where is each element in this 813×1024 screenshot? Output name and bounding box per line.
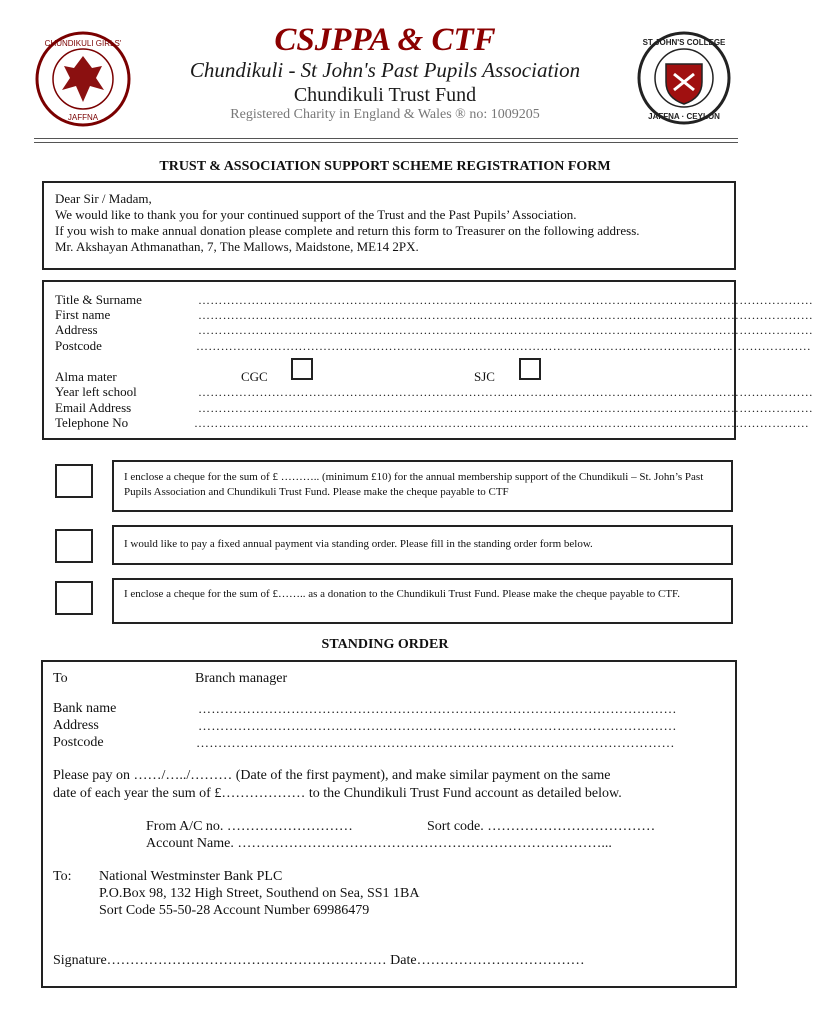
svg-text:CHUNDIKULI GIRLS': CHUNDIKULI GIRLS' [44, 39, 122, 48]
form-title: TRUST & ASSOCIATION SUPPORT SCHEME REGISTRATION FORM [159, 159, 611, 174]
first-name-label: First name [55, 307, 111, 322]
email-label: Email Address [55, 400, 132, 415]
header-divider-2 [34, 142, 738, 143]
payment-amount-line: date of each year the sum of £……………… to the Chundikuli Trust Fund account as detailed below. [53, 786, 622, 801]
svg-text:JAFFNA · CEYLON: JAFFNA · CEYLON [648, 112, 720, 121]
donation-cheque-text: I enclose a cheque for the sum of £…….. as a donation to the Chundikuli Trust Fund. Please make the cheque payable to CTF. [124, 588, 681, 600]
charity-registration: Registered Charity in England & Wales ® no: 1009205 [230, 107, 540, 122]
bank-postcode-label: Postcode [53, 735, 104, 750]
svg-text:ST JOHN'S COLLEGE: ST JOHN'S COLLEGE [642, 38, 726, 47]
sjc-label: SJC [474, 369, 495, 384]
header-divider [34, 138, 738, 139]
year-left-field[interactable]: …………………………………………………………………………………………………………………………………… [198, 385, 813, 399]
title-surname-field[interactable]: …………………………………………………………………………………………………………………………………… [198, 293, 813, 307]
payee-bank-address: P.O.Box 98, 132 High Street, Southend on Sea, SS1 1BA [99, 886, 420, 901]
svg-text:JAFFNA: JAFFNA [67, 113, 99, 122]
sjc-checkbox[interactable] [519, 358, 541, 380]
postcode-field[interactable]: …………………………………………………………………………………………………………………………………… [196, 339, 811, 353]
payee-account-details: Sort Code 55-50-28 Account Number 69986479 [99, 903, 370, 918]
bank-postcode-field[interactable]: ……………………………………………………………………………………………… [196, 735, 675, 750]
cgc-checkbox[interactable] [291, 358, 313, 380]
title-surname-label: Title & Surname [55, 292, 142, 307]
sort-code-field[interactable]: Sort code. ……………………………… [427, 819, 656, 834]
alma-mater-label: Alma mater [55, 369, 117, 384]
letter-greeting: Dear Sir / Madam, [55, 191, 152, 206]
payee-bank-name: National Westminster Bank PLC [99, 869, 283, 884]
bank-name-field[interactable]: ……………………………………………………………………………………………… [198, 701, 677, 716]
bank-address-label: Address [53, 718, 99, 733]
address-field[interactable]: …………………………………………………………………………………………………………………………………… [198, 323, 813, 337]
letter-thanks: We would like to thank you for your continued support of the Trust and the Past Pupils’ Association. [55, 207, 577, 222]
association-line: Chundikuli - St John's Past Pupils Association [189, 58, 581, 82]
telephone-field[interactable]: …………………………………………………………………………………………………………………………………… [194, 416, 809, 430]
payment-date-line: Please pay on ……/…../……… (Date of the first payment), and make similar payment on the same [53, 768, 611, 783]
address-label: Address [55, 322, 98, 337]
postcode-label: Postcode [55, 338, 102, 353]
from-account-field[interactable]: From A/C no. ……………………… [146, 819, 353, 834]
membership-cheque-checkbox[interactable] [55, 464, 93, 498]
organisation-title: CSJPPA & CTF [274, 22, 496, 58]
signature-date-line[interactable]: Signature…………………………………………………… Date……………………………… [53, 953, 585, 968]
telephone-label: Telephone No [55, 415, 129, 430]
membership-cheque-text: I enclose a cheque for the sum of £ ……….. (minimum £10) for the annual membership support of the Chundikuli – St. John’s Past Pupils Association and Chundikuli Trust Fund. Please make the cheque payable to CTF [124, 471, 704, 498]
bank-name-label: Bank name [53, 701, 117, 716]
year-left-label: Year left school [55, 384, 137, 399]
standing-order-checkbox[interactable] [55, 529, 93, 563]
donation-cheque-checkbox[interactable] [55, 581, 93, 615]
branch-manager: Branch manager [195, 671, 288, 686]
standing-order-option-text: I would like to pay a fixed annual payment via standing order. Please fill in the standing order form below. [124, 538, 593, 550]
to-label: To [53, 671, 68, 686]
bank-address-field[interactable]: ……………………………………………………………………………………………… [198, 718, 677, 733]
first-name-field[interactable]: …………………………………………………………………………………………………………………………………… [198, 308, 813, 322]
treasurer-address: Mr. Akshayan Athmanathan, 7, The Mallows, Maidstone, ME14 2PX. [55, 239, 419, 254]
standing-order-heading: STANDING ORDER [321, 637, 449, 652]
cgc-label: CGC [241, 369, 268, 384]
account-name-field[interactable]: Account Name. ……………………………………………………………………... [146, 836, 612, 851]
letter-instructions: If you wish to make annual donation please complete and return this form to Treasurer on the following address. [55, 223, 640, 238]
payee-to-label: To: [53, 869, 72, 884]
email-field[interactable]: …………………………………………………………………………………………………………………………………… [198, 401, 813, 415]
trust-line: Chundikuli Trust Fund [293, 84, 477, 106]
